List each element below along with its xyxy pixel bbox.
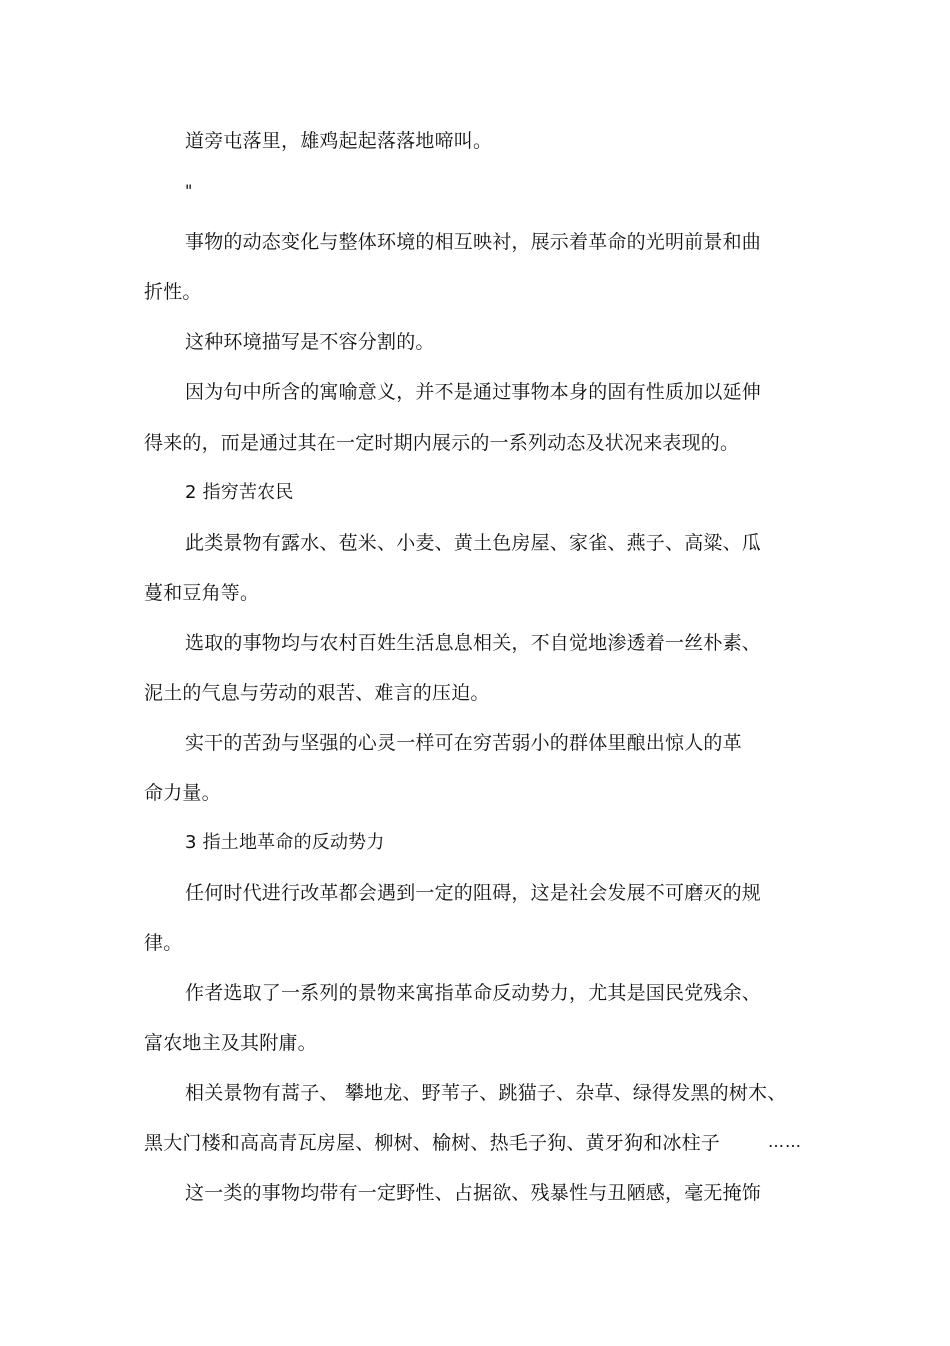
paragraph-line-6: 得来的，而是通过其在一定时期内展示的一系列动态及状况来表现的。 (144, 432, 740, 454)
ellipsis-mark: …… (768, 1132, 802, 1151)
section-heading-3: 3 指土地革命的反动势力 (185, 832, 385, 853)
paragraph-line-16: 富农地主及其附庸。 (144, 1032, 317, 1054)
paragraph-line-7: 此类景物有露水、苞米、小麦、黄土色房屋、家雀、燕子、高粱、瓜 (185, 532, 762, 554)
paragraph-line-8: 蔓和豆角等。 (144, 582, 260, 604)
paragraph-line-1: 道旁屯落里，雄鸡起起落落地啼叫。 (185, 130, 493, 152)
paragraph-line-4: 这种环境描写是不容分割的。 (185, 331, 435, 353)
paragraph-line-19: 这一类的事物均带有一定野性、占据欲、残暴性与丑陋感，毫无掩饰 (185, 1182, 762, 1204)
paragraph-line-18: 黑大门楼和高高青瓦房屋、柳树、榆树、热毛子狗、黄牙狗和冰柱子 (144, 1132, 721, 1154)
paragraph-line-3: 折性。 (144, 281, 202, 303)
quote-mark-line: " (185, 181, 193, 200)
paragraph-line-11: 实干的苦劲与坚强的心灵一样可在穷苦弱小的群体里酿出惊人的革 (185, 732, 742, 754)
paragraph-line-15: 作者选取了一系列的景物来寓指革命反动势力，尤其是国民党残余、 (185, 982, 762, 1004)
paragraph-line-2: 事物的动态变化与整体环境的相互映衬，展示着革命的光明前景和曲 (185, 231, 762, 253)
paragraph-line-14: 律。 (144, 932, 183, 954)
paragraph-line-10: 泥土的气息与劳动的艰苦、难言的压迫。 (144, 682, 490, 704)
section-heading-2: 2 指穷苦农民 (185, 482, 294, 503)
paragraph-line-17: 相关景物有蒿子、 攀地龙、野苇子、跳猫子、杂草、绿得发黑的树木、 (185, 1082, 787, 1104)
paragraph-line-9: 选取的事物均与农村百姓生活息息相关，不自觉地渗透着一丝朴素、 (185, 632, 762, 654)
paragraph-line-12: 命力量。 (144, 782, 221, 804)
paragraph-line-13: 任何时代进行改革都会遇到一定的阻碍，这是社会发展不可磨灭的规 (185, 882, 762, 904)
paragraph-line-5: 因为句中所含的寓喻意义，并不是通过事物本身的固有性质加以延伸 (185, 381, 762, 403)
